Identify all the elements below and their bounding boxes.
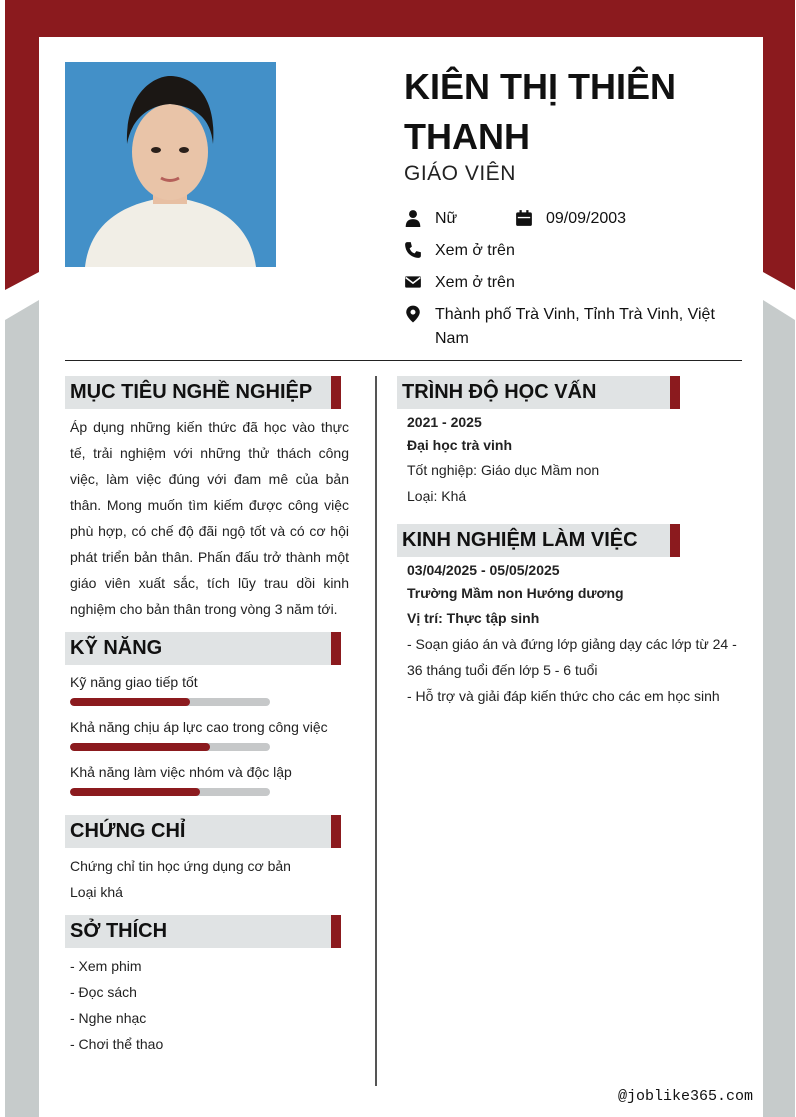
- email-text[interactable]: Xem ở trên: [435, 274, 515, 291]
- skill-label: Khả năng chịu áp lực cao trong công việc: [70, 719, 328, 735]
- right-grey-band: [763, 300, 795, 1117]
- hobby-item: - Nghe nhạc: [70, 1010, 147, 1026]
- job-title: GIÁO VIÊN: [404, 162, 516, 185]
- certificate-line: Chứng chỉ tin học ứng dụng cơ bản: [70, 858, 291, 874]
- experience-company: Trường Mầm non Hướng dương: [407, 585, 624, 601]
- experience-heading: KINH NGHIỆM LÀM VIỆC: [397, 524, 680, 557]
- objective-text: Áp dụng những kiến thức đã học vào thực tế, trải nghiệm với những thử thách công việc, làm việc đúng với đam mê của bản thân. Mong muốn tìm kiếm được công việc phù hợp, có chế độ đãi ngộ tốt và có cơ hội phát triển bản thân. Phấn đấu trở thành một giáo viên xuất sắc, tích lũy trau dồi kinh nghiệm cho bản thân trong vòng 3 năm tới.: [70, 419, 349, 617]
- certificate-line: Loại khá: [70, 884, 123, 900]
- experience-position: Vị trí: Thực tập sinh: [407, 610, 540, 626]
- left-grey-band: [5, 300, 39, 1117]
- hobby-item: - Xem phim: [70, 958, 142, 974]
- education-period: 2021 - 2025: [407, 414, 482, 430]
- phone-icon: [404, 241, 422, 259]
- skill-bar-fill: [70, 698, 190, 706]
- person-icon: [404, 209, 422, 227]
- skills-heading: KỸ NĂNG: [65, 632, 341, 665]
- skill-bar-fill: [70, 788, 200, 796]
- certificates-heading: CHỨNG CHỈ: [65, 815, 341, 848]
- watermark[interactable]: @joblike365.com: [617, 1088, 753, 1105]
- experience-period: 03/04/2025 - 05/05/2025: [407, 562, 560, 578]
- envelope-icon: [404, 273, 422, 291]
- experience-duty: - Soạn giáo án và đứng lớp giảng dạy các lớp từ 24 - 36 tháng tuổi đến lớp 5 - 6 tuổi: [407, 636, 737, 678]
- calendar-icon: [515, 209, 533, 227]
- hobby-item: - Đọc sách: [70, 984, 137, 1000]
- phone-text[interactable]: Xem ở trên: [435, 242, 515, 259]
- experience-duty: - Hỗ trợ và giải đáp kiến thức cho các em học sinh: [407, 688, 720, 704]
- birthday-text: 09/09/2003: [546, 210, 627, 227]
- education-major: Tốt nghiệp: Giáo dục Mầm non: [407, 462, 600, 478]
- skill-bar: [70, 743, 270, 751]
- candidate-name: KIÊN THỊ THIÊN THANH: [404, 66, 677, 157]
- address-text: Thành phố Trà Vinh, Tỉnh Trà Vinh, Việt Nam: [435, 306, 715, 347]
- skill-label: Khả năng làm việc nhóm và độc lập: [70, 764, 292, 780]
- hobbies-heading: SỞ THÍCH: [65, 915, 341, 948]
- skill-bar: [70, 698, 270, 706]
- header-divider: [65, 360, 742, 361]
- map-pin-icon: [404, 305, 422, 323]
- skill-label: Kỹ năng giao tiếp tốt: [70, 674, 198, 690]
- objective-heading: MỤC TIÊU NGHỀ NGHIỆP: [65, 376, 341, 409]
- education-heading: TRÌNH ĐỘ HỌC VẤN: [397, 376, 680, 409]
- skill-bar: [70, 788, 270, 796]
- profile-photo: [65, 62, 276, 267]
- gender-text: Nữ: [435, 210, 458, 227]
- education-grade: Loại: Khá: [407, 488, 467, 504]
- skill-bar-fill: [70, 743, 210, 751]
- education-school: Đại học trà vinh: [407, 437, 513, 453]
- column-divider: [375, 376, 377, 1086]
- hobby-item: - Chơi thể thao: [70, 1036, 164, 1052]
